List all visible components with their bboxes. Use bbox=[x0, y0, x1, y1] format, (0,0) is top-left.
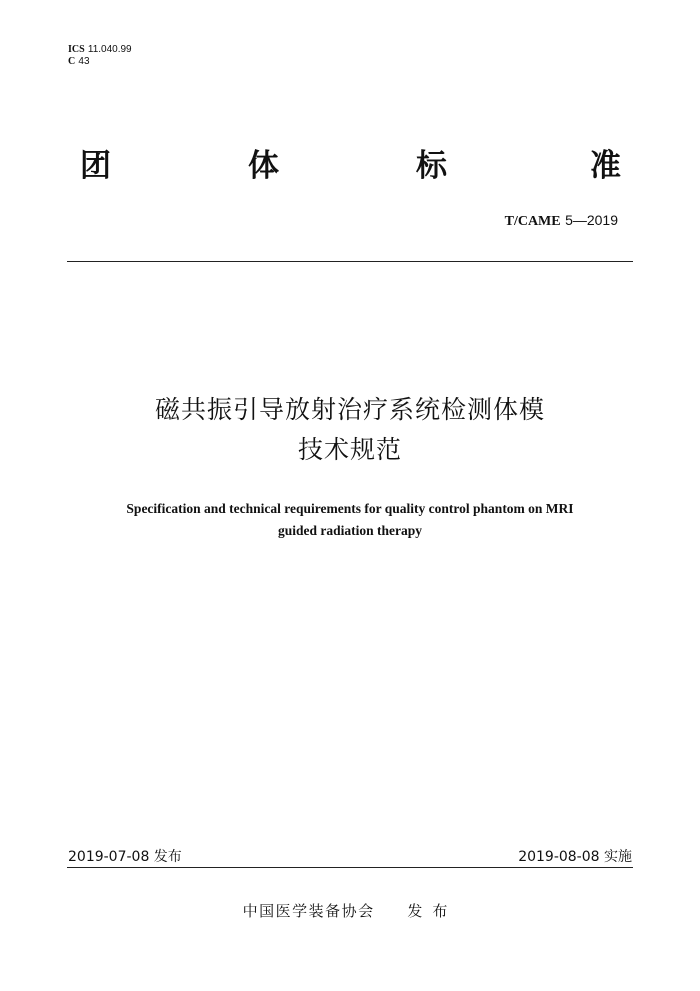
publisher bbox=[0, 900, 700, 921]
ccs-code: 43 bbox=[78, 56, 90, 67]
publisher-org: 中国医学装备协会 bbox=[242, 902, 375, 920]
heading-char-4: 准 bbox=[590, 148, 621, 184]
standard-type-heading bbox=[80, 140, 624, 184]
ics-classification bbox=[68, 44, 132, 68]
title-english bbox=[60, 498, 640, 542]
implementation-date: 2019-08-08 实施 bbox=[518, 849, 632, 865]
standard-number-value: 5—2019 bbox=[565, 212, 618, 228]
heading-char-3: 标 bbox=[416, 148, 447, 184]
title-cn-line-2: 技术规范 bbox=[297, 435, 402, 464]
heading-char-2: 体 bbox=[248, 148, 279, 184]
standard-number bbox=[505, 212, 618, 230]
title-chinese bbox=[0, 390, 700, 470]
standard-code: T/CAME bbox=[504, 214, 561, 229]
ics-code: 11.040.99 bbox=[87, 44, 132, 55]
title-en-line-1: Specification and technical requirements for quality control phantom on MRI bbox=[126, 501, 574, 516]
top-divider bbox=[67, 261, 633, 262]
title-cn-line-1: 磁共振引导放射治疗系统检测体模 bbox=[154, 395, 545, 424]
heading-char-1: 团 bbox=[80, 148, 111, 184]
bottom-divider bbox=[67, 867, 633, 868]
ics-label: ICS bbox=[68, 44, 85, 55]
ccs-line bbox=[68, 56, 132, 68]
ccs-label: C bbox=[68, 56, 76, 67]
title-en-line-2: guided radiation therapy bbox=[277, 523, 423, 538]
publisher-action: 发布 bbox=[407, 902, 458, 920]
issue-date: 2019-07-08 发布 bbox=[68, 849, 182, 865]
ics-line bbox=[68, 44, 132, 56]
